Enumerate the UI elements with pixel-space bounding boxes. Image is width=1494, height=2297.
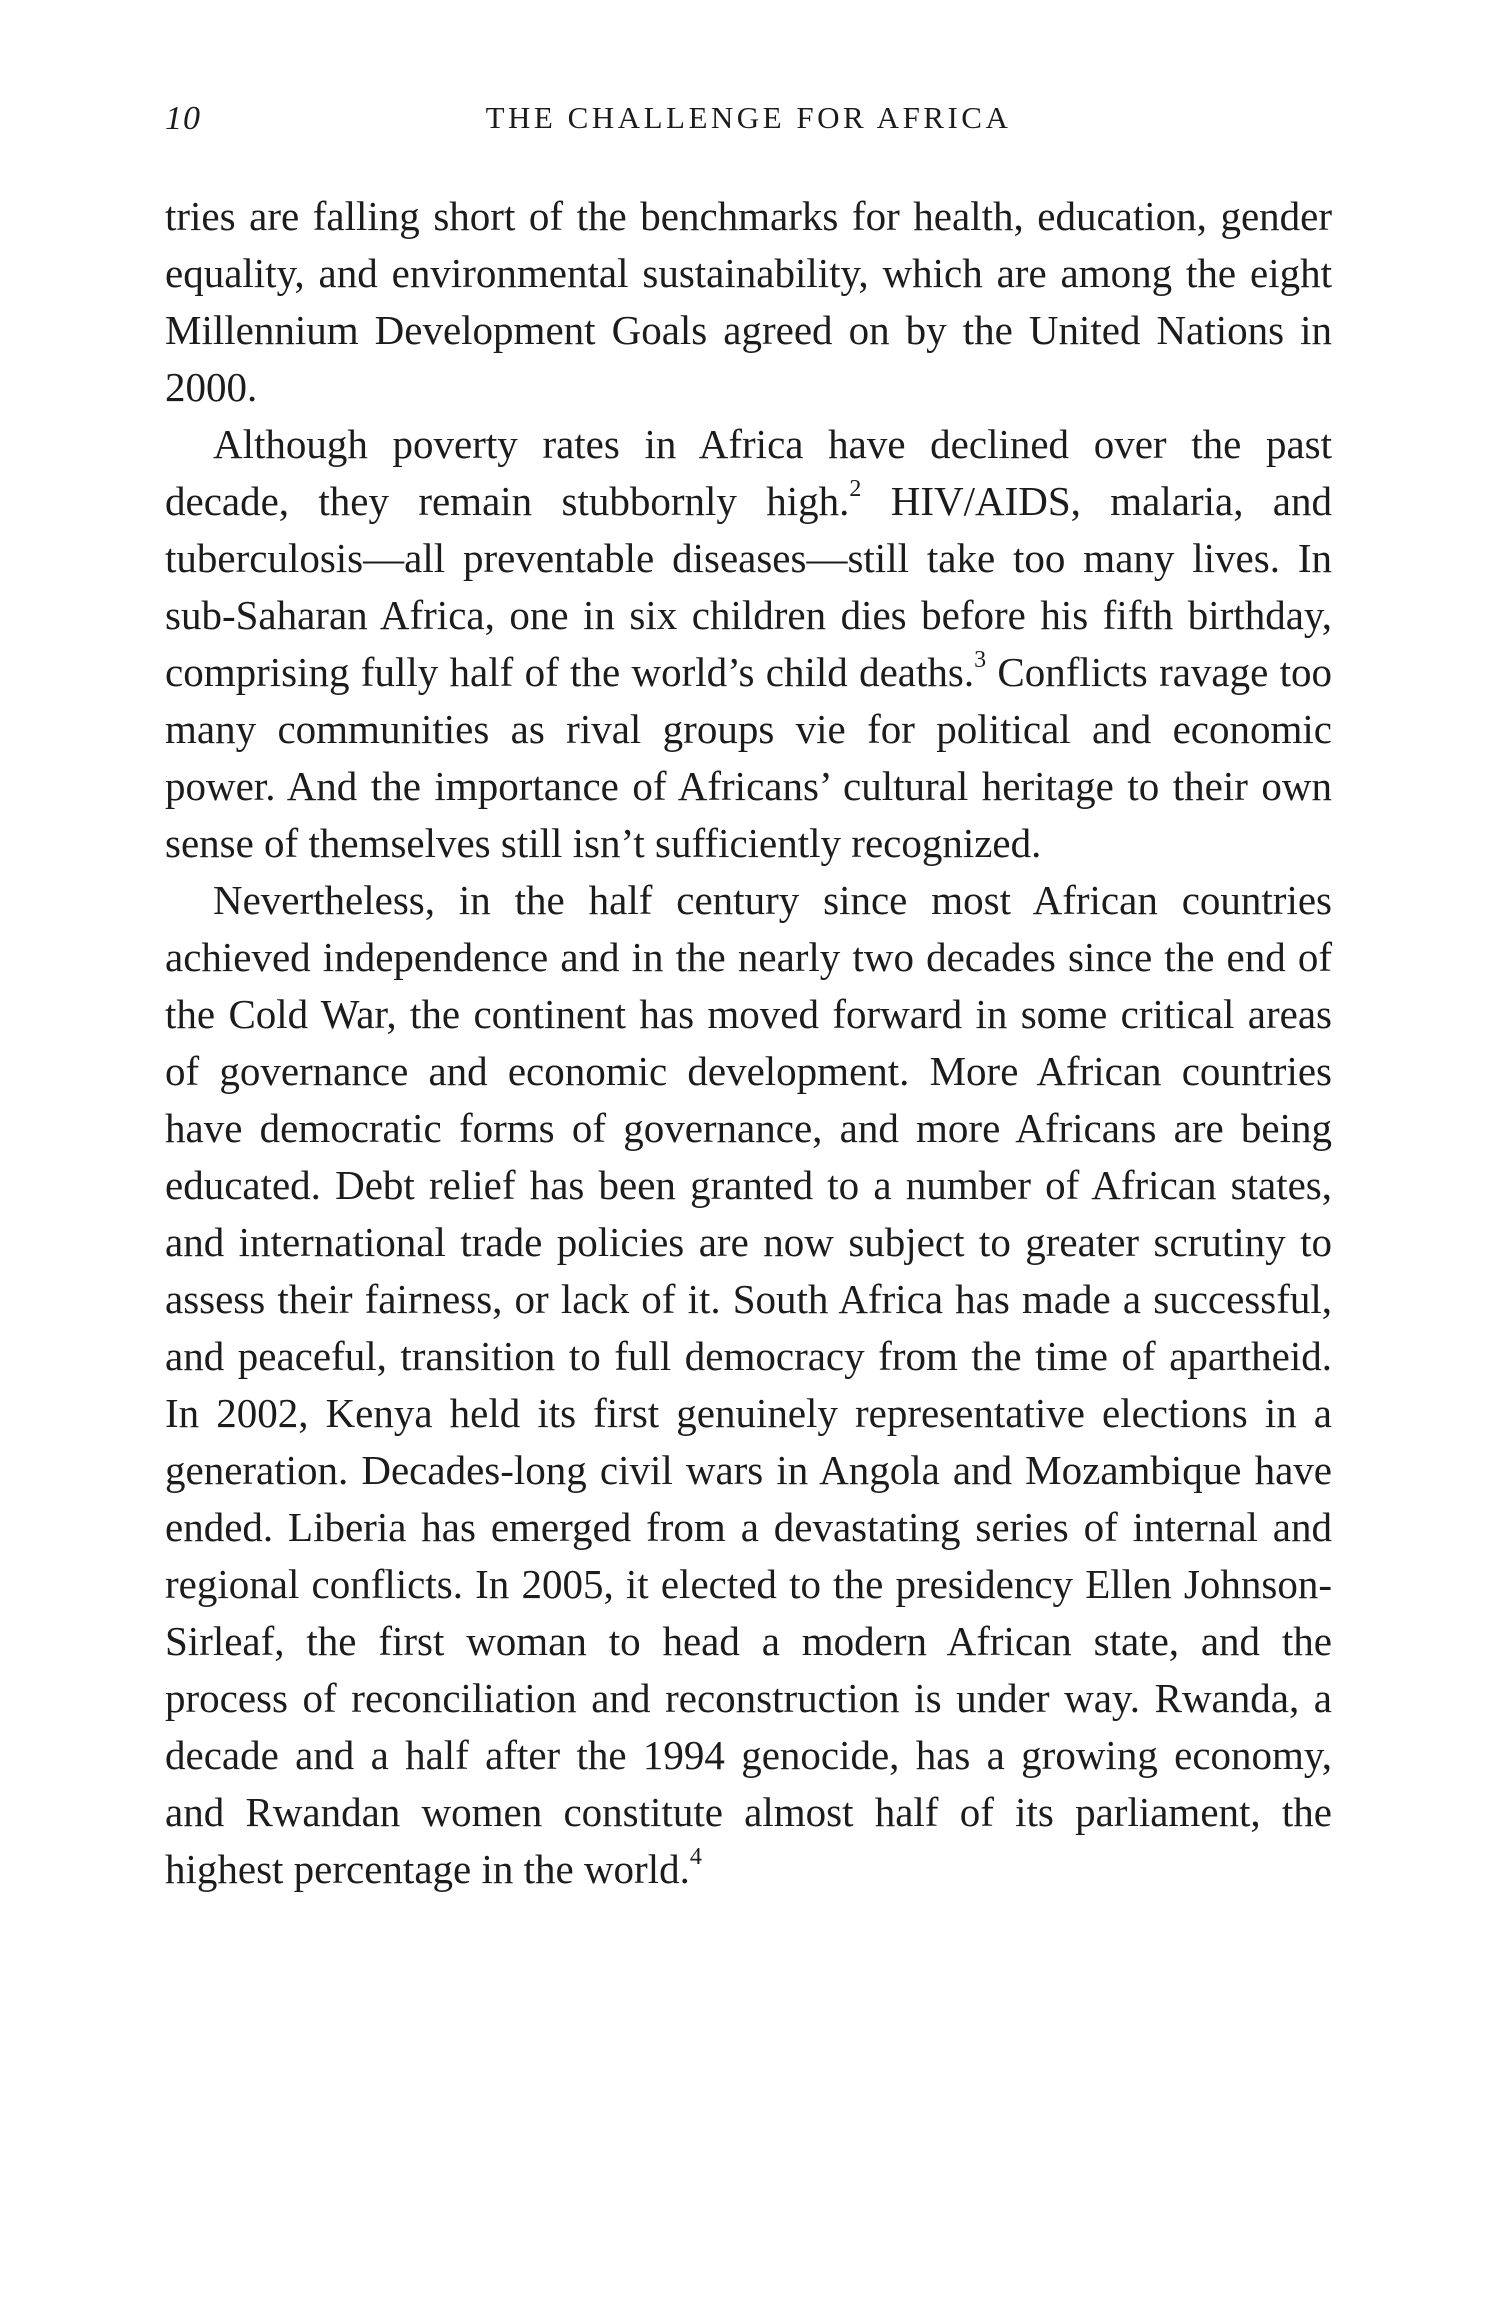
paragraph-2-text-a: Although poverty rates in Africa have declined over the past decade, they remain stubbornly high. — [165, 421, 1332, 524]
paragraph-2-text-c: Conflicts ravage too many communities as rival groups vie for political and economic power. And the importance of Africans’ cultural heritage to their own sense of themselves still isn’t sufficiently recognized. — [165, 649, 1333, 866]
footnote-marker-3: 3 — [974, 647, 987, 674]
running-title: THE CHALLENGE FOR AFRICA — [485, 100, 1012, 135]
paragraph-2 — [165, 416, 1332, 872]
paragraph-2-text-b: HIV/AIDS, malaria, and tuberculosis—all preventable diseases—still take too many lives. In sub-Saharan Africa, one in six children dies before his fifth birthday, comprising fully half of the world’s child deaths. — [165, 478, 1332, 695]
paragraph-3 — [165, 872, 1332, 1898]
body-text — [165, 188, 1332, 1898]
paragraph-3-text: Nevertheless, in the half century since most African countries achieved independence and in the nearly two decades since the end of the Cold War, the continent has moved forward in some critical areas of governance and economic development. More African countries have democratic forms of governance, and more Africans are being educated. Debt relief has been granted to a number of African states, and international trade policies are now subject to greater scrutiny to assess their fairness, or lack of it. South Africa has made a successful, and peaceful, transition to full democracy from the time of apartheid. In 2002, Kenya held its first genuinely representative elections in a generation. Decades-long civil wars in Angola and Mozambique have ended. Liberia has emerged from a devastating series of internal and regional conflicts. In 2005, it elected to the presidency Ellen Johnson-Sirleaf, the first woman to head a modern African state, and the process of reconciliation and reconstruction is under way. Rwanda, a decade and a half after the 1994 genocide, has a growing economy, and Rwandan women constitute almost half of its parliament, the highest percentage in the world. — [165, 877, 1332, 1892]
footnote-marker-2: 2 — [849, 476, 862, 503]
running-head — [165, 100, 1332, 150]
page-number: 10 — [165, 100, 201, 137]
paragraph-1 — [165, 188, 1332, 416]
paragraph-1-text: tries are falling short of the benchmarks for health, education, gender equality, and environmental sustainability, which are among the eight Millennium Development Goals agreed on by the United Nations in 2000. — [165, 193, 1332, 410]
footnote-marker-4: 4 — [689, 1844, 702, 1871]
